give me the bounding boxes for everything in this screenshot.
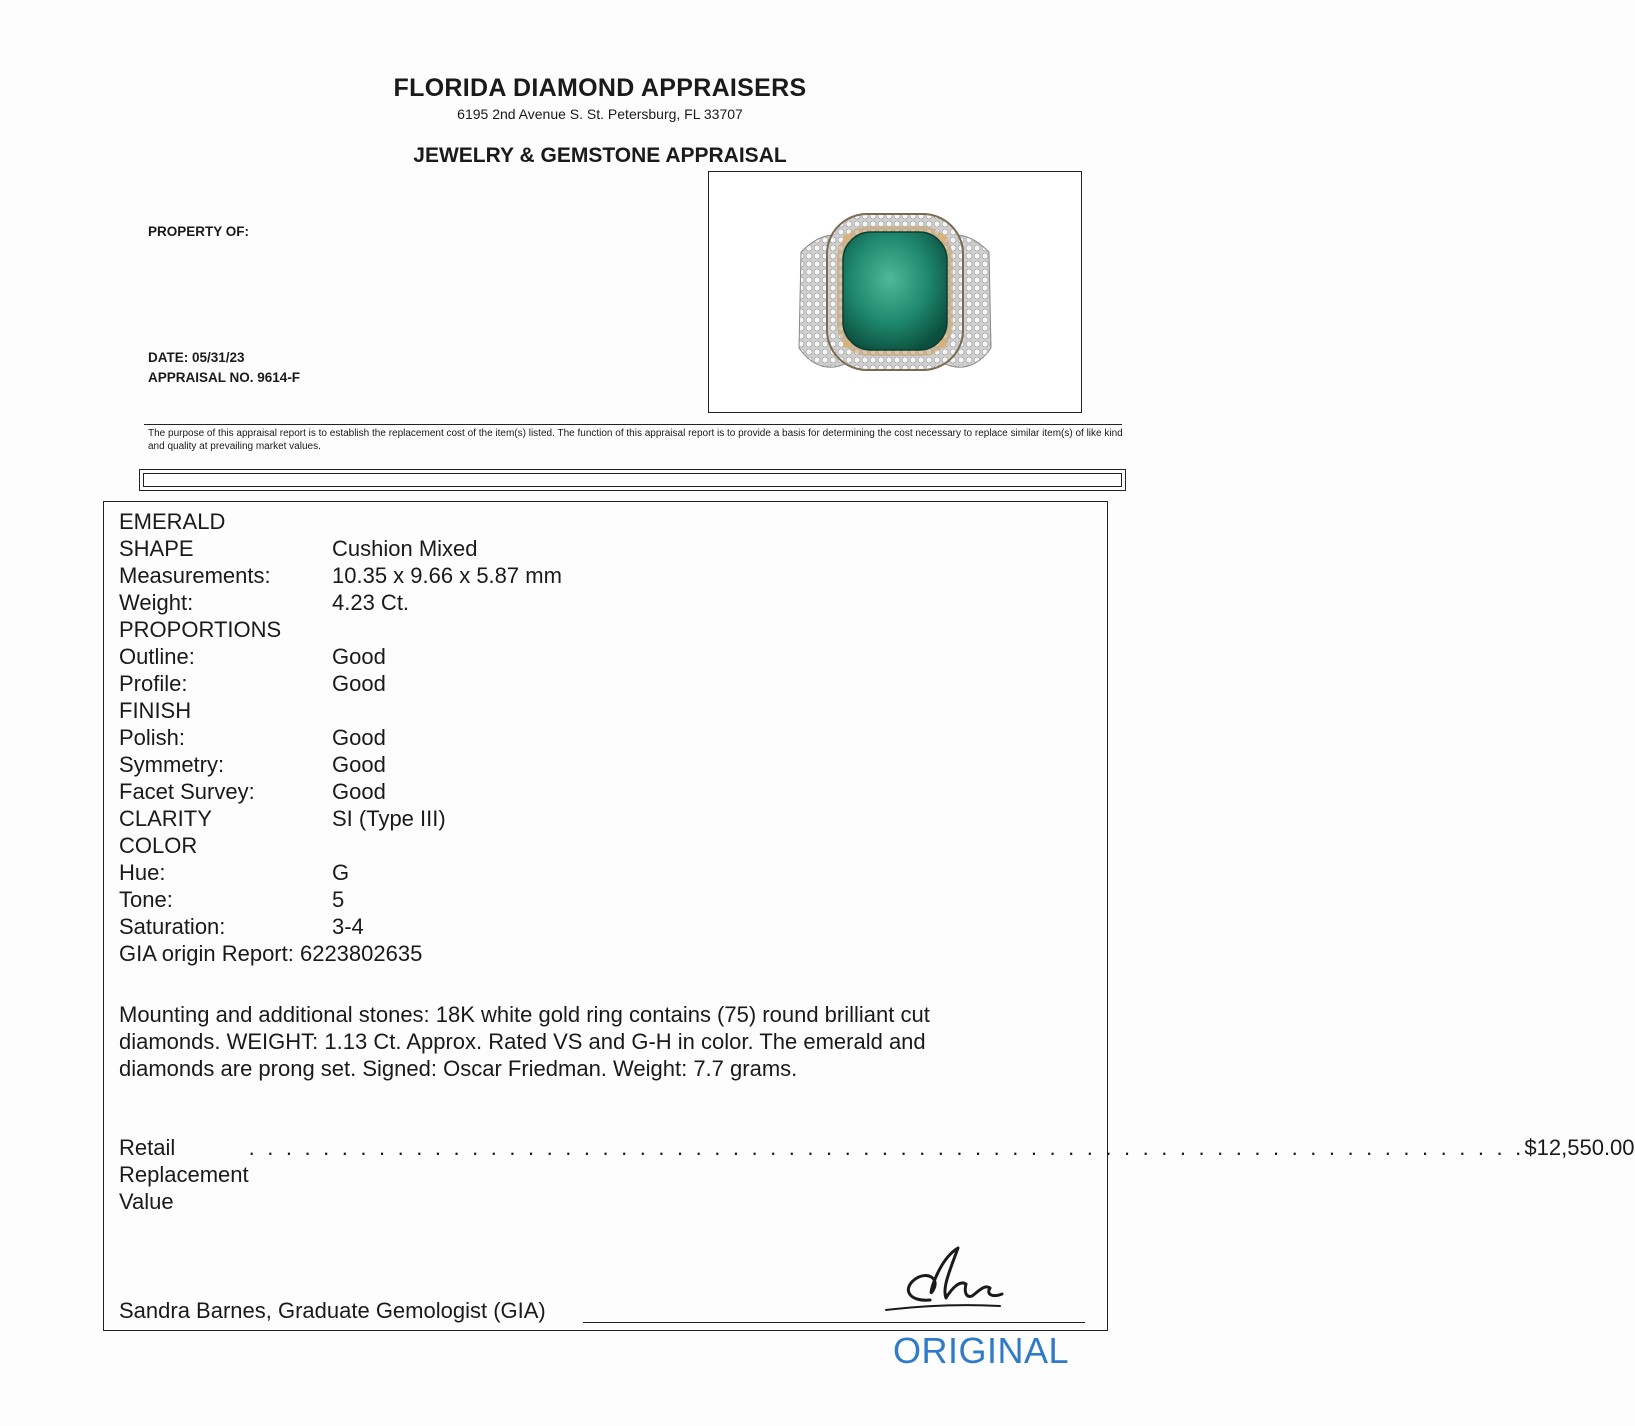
spec-value: G: [332, 860, 350, 885]
spec-label: Polish:: [119, 725, 186, 750]
firm-name: FLORIDA DIAMOND APPRAISERS: [393, 74, 807, 102]
ring-photo: [708, 171, 1082, 413]
retail-leader-dots: . . . . . . . . . . . . . . . . . . . . . . . . . . . . . . . . . . . . . . . . . . . . . . . . . . . . . . . . . . . . . . . . . . . . .: [248, 1135, 1525, 1160]
retail-label: Retail Replacement Value: [119, 1135, 249, 1214]
spec-label: PROPORTIONS: [119, 617, 282, 642]
date-line: [148, 350, 245, 365]
spec-label: Symmetry:: [119, 752, 225, 777]
spec-value: Cushion Mixed: [332, 536, 478, 561]
spec-value: SI (Type III): [332, 806, 446, 831]
spec-value: 4.23 Ct.: [332, 590, 410, 615]
spec-label: Tone:: [119, 887, 173, 912]
spec-label: Hue:: [119, 860, 166, 885]
spec-value: 10.35 x 9.66 x 5.87 mm: [332, 563, 562, 588]
signature-line: [583, 1322, 1085, 1323]
date-label: DATE:: [148, 350, 189, 365]
spec-value: Good: [332, 779, 386, 804]
spec-value: Good: [332, 725, 386, 750]
spec-label: FINISH: [119, 698, 192, 723]
appraiser-name: Sandra Barnes, Graduate Gemologist (GIA): [119, 1298, 546, 1323]
spec-value: Good: [332, 671, 386, 696]
spec-value: Good: [332, 752, 386, 777]
property-of-label: PROPERTY OF:: [148, 224, 250, 239]
spec-label: Profile:: [119, 671, 188, 696]
spec-label: Outline:: [119, 644, 195, 669]
appraisal-label: APPRAISAL NO.: [148, 370, 254, 385]
spec-label: Saturation:: [119, 914, 226, 939]
date-value: 05/31/23: [192, 350, 245, 365]
purpose-statement: The purpose of this appraisal report is to establish the replacement cost of the item(s) listed. The function of this appraisal report is to provide a basis for determining the cost necessary to replace similar item(s) of like kind and quality at prevailing market values.: [148, 428, 1123, 452]
original-stamp: ORIGINAL: [893, 1330, 1070, 1371]
appraisal-number-line: [148, 370, 300, 385]
spec-label: SHAPE: [119, 536, 194, 561]
spec-value: Good: [332, 644, 386, 669]
firm-address: 6195 2nd Avenue S. St. Petersburg, FL 33707: [457, 106, 743, 122]
emerald-ring-image: [709, 172, 1081, 412]
spec-label: CLARITY: [119, 806, 212, 831]
retail-value-line: [119, 1134, 1635, 1215]
spec-label: COLOR: [119, 833, 198, 858]
spec-value: 5: [332, 887, 345, 912]
section-divider-bar: [139, 469, 1126, 491]
mounting-description: Mounting and additional stones: 18K white gold ring contains (75) round brilliant cut diamonds. WEIGHT: 1.13 Ct. Approx. Rated VS and G-H in color. The emerald and diamonds are prong set. Signed: Oscar Friedman. Weight: 7.7 grams.: [119, 1002, 930, 1081]
document-title: JEWELRY & GEMSTONE APPRAISAL: [413, 144, 787, 167]
purpose-rule: [144, 424, 1122, 425]
spec-label: Facet Survey:: [119, 779, 255, 804]
handwritten-signature: [880, 1240, 1020, 1320]
spec-label: EMERALD: [119, 509, 226, 534]
retail-amount: $12,550.00: [1524, 1135, 1635, 1160]
spec-label: Measurements:: [119, 563, 271, 588]
spec-label: Weight:: [119, 590, 194, 615]
appraisal-value: 9614-F: [257, 370, 301, 385]
gia-report: GIA origin Report: 6223802635: [119, 941, 423, 966]
spec-value: 3-4: [332, 914, 364, 939]
